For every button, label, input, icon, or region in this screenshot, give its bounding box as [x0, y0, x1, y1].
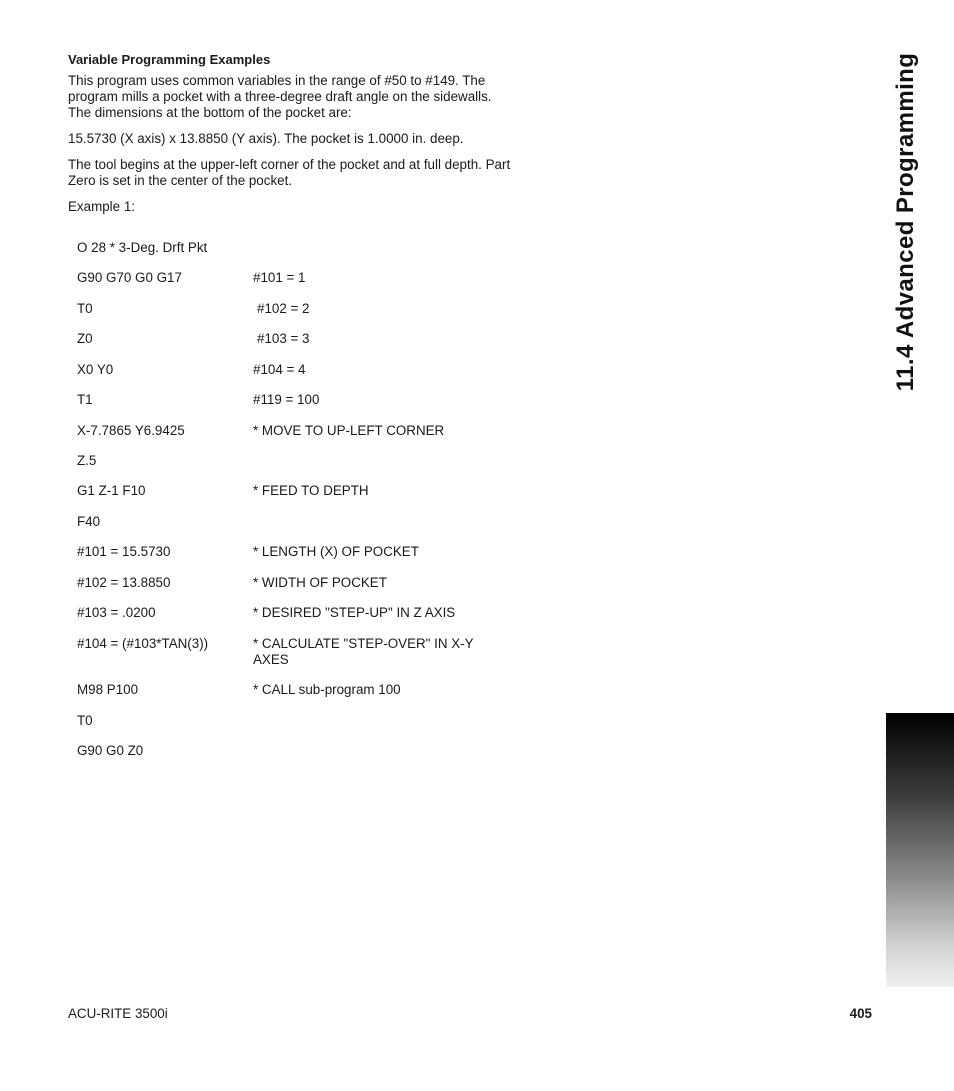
program-code: G1 Z-1 F10 — [77, 483, 146, 498]
program-note — [253, 453, 497, 469]
program-line — [77, 301, 497, 317]
section-heading: Variable Programming Examples — [68, 52, 271, 67]
program-code: M98 P100 — [77, 682, 139, 697]
program-line — [77, 331, 497, 347]
program-code: O 28 * 3-Deg. Drft Pkt — [77, 240, 208, 255]
chapter-tab-marker — [886, 713, 954, 987]
program-code: X-7.7865 Y6.9425 — [77, 423, 185, 438]
program-note: #104 = 4 — [253, 362, 306, 377]
program-code: #103 = .0200 — [77, 605, 156, 620]
program-code: T0 — [77, 301, 93, 316]
program-line — [77, 636, 497, 668]
program-line — [77, 544, 497, 560]
program-code: #101 = 15.5730 — [77, 544, 171, 559]
program-note: #101 = 1 — [253, 270, 306, 285]
dimensions-paragraph: 15.5730 (X axis) x 13.8850 (Y axis). The pocket is 1.0000 in. deep. — [68, 131, 464, 146]
program-code: #104 = (#103*TAN(3)) — [77, 636, 209, 651]
program-code: G90 G70 G0 G17 — [77, 270, 182, 285]
program-note: * CALCULATE "STEP-OVER" IN X-Y AXES — [253, 636, 474, 667]
program-code: T1 — [77, 392, 93, 407]
footer-product: ACU-RITE 3500i — [68, 1006, 168, 1021]
program-line — [77, 240, 497, 256]
program-line — [77, 270, 497, 286]
program-code: #102 = 13.8850 — [77, 575, 171, 590]
program-line — [77, 514, 497, 530]
program-note — [253, 514, 497, 530]
program-note: * LENGTH (X) OF POCKET — [253, 544, 419, 559]
program-note: * WIDTH OF POCKET — [253, 575, 387, 590]
program-code: Z0 — [77, 331, 93, 346]
program-note: * DESIRED "STEP-UP" IN Z AXIS — [253, 605, 456, 620]
program-note — [253, 713, 497, 729]
program-code: F40 — [77, 514, 101, 529]
program-note: #103 = 3 — [257, 331, 310, 346]
program-line — [77, 423, 497, 439]
example-label: Example 1: — [68, 199, 135, 214]
program-code: G90 G0 Z0 — [77, 743, 144, 758]
footer-page-number: 405 — [849, 1006, 872, 1021]
program-code: X0 Y0 — [77, 362, 114, 377]
program-line — [77, 483, 497, 499]
program-line — [77, 713, 497, 729]
intro-paragraph: This program uses common variables in the range of #50 to #149. The program mills a pocket with a three-degree draft angle on the sidewalls. The dimensions at the bottom of the pocket are: — [68, 73, 492, 120]
program-line — [77, 362, 497, 378]
program-note: #102 = 2 — [257, 301, 310, 316]
program-code: Z.5 — [77, 453, 97, 468]
program-code: T0 — [77, 713, 93, 728]
program-line — [77, 575, 497, 591]
program-note: #119 = 100 — [253, 392, 320, 407]
section — [68, 52, 518, 225]
program-note: * CALL sub-program 100 — [253, 682, 401, 697]
program-line — [77, 743, 497, 759]
program-note: * FEED TO DEPTH — [253, 483, 369, 498]
program-line — [77, 605, 497, 621]
program-line — [77, 682, 497, 698]
program-note: * MOVE TO UP-LEFT CORNER — [253, 423, 445, 438]
start-paragraph: The tool begins at the upper-left corner of the pocket and at full depth. Part Zero is set in the center of the pocket. — [68, 157, 511, 188]
program-note — [253, 743, 497, 759]
program-note — [253, 240, 497, 256]
program-line — [77, 392, 497, 408]
program-line — [77, 453, 497, 469]
chapter-side-title: 11.4 Advanced Programming — [892, 52, 919, 392]
